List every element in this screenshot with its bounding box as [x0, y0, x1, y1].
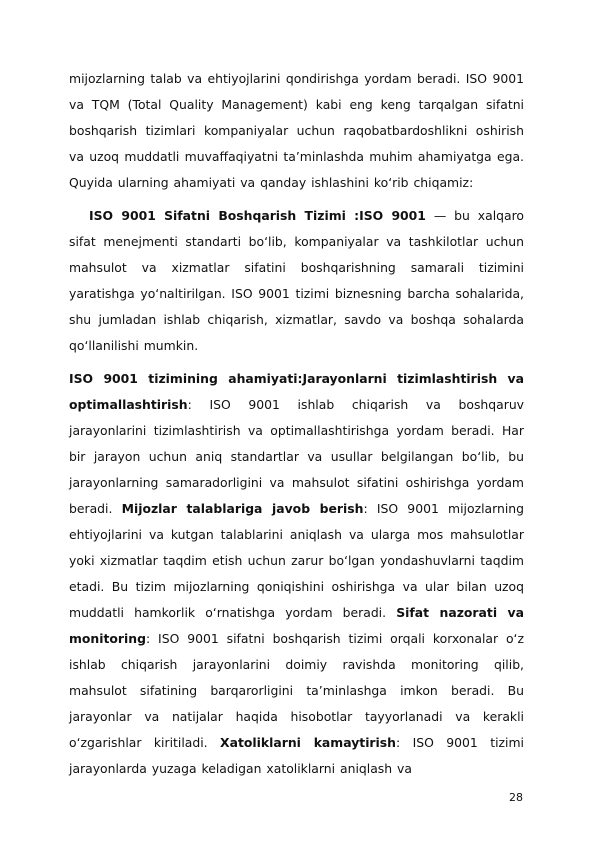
paragraph-intro: [69, 66, 524, 196]
paragraph-text: : ISO 9001 ishlab chiqarish va boshqaruv jarayonlarini tizimlashtirish va optimallashtirishga yordam beradi. Har bir jarayon uchun aniq standartlar va usullar belgilangan bo‘lib, bu jarayonlarning samaradorligini va mahsulot sifatini oshirishga yordam beradi.: [69, 397, 524, 516]
paragraph-iso-definition: [69, 203, 524, 359]
paragraph-text: : ISO 9001 sifatni boshqarish tizimi orqali korxonalar o‘z ishlab chiqarish jarayonlarini doimiy ravishda monitoring qilib, mahsulot sifatining barqarorligini ta’minlashga imkon beradi. Bu jarayonlar va natijalar haqida hisobotlar tayyorlanadi va kerakli o‘zgarishlar kiritiladi.: [69, 631, 524, 750]
paragraph-text: : ISO 9001 tizimi jarayonlarda yuzaga keladigan xatoliklarni aniqlash va: [69, 735, 524, 776]
paragraph-iso-importance: [69, 366, 524, 782]
paragraph-text: mijozlarning talab va ehtiyojlarini qondirishga yordam beradi. ISO 9001 va TQM (Total Quality Management) kabi eng keng tarqalgan sifatni boshqarish tizimlari kompaniyalar uchun raqobatbardoshlikni oshirish va uzoq muddatli muvaffaqiyatni ta’minlashda muhim ahamiyatga ega. Quyida ularning ahamiyati va qanday ishlashini ko‘rib chiqamiz:: [69, 71, 524, 190]
section-heading-quality-control: Sifat nazorati va monitoring: [69, 605, 524, 646]
section-heading-customers: Mijozlar talablariga javob berish: [121, 501, 364, 516]
page-number: 28: [509, 791, 523, 804]
paragraph-heading: ISO 9001 Sifatni Boshqarish Tizimi :ISO 9001: [89, 208, 426, 223]
document-body: [69, 66, 524, 782]
section-heading-errors: Xatoliklarni kamaytirish: [220, 735, 396, 750]
section-heading-processes: ISO 9001 tizimining ahamiyati:Jarayonlarni tizimlashtirish va optimallashtirish: [69, 371, 524, 412]
paragraph-text: : ISO 9001 mijozlarning ehtiyojlarini va kutgan talablarini aniqlash va ularga mos mahsulotlar yoki xizmatlar taqdim etish uchun zarur bo‘lgan yondashuvlarni taqdim etadi. Bu tizim mijozlarning qoniqishini oshirishga va ular bilan uzoq muddatli hamkorlik o‘rnatishga yordam beradi.: [69, 501, 524, 620]
paragraph-text: — bu xalqaro sifat menejmenti standarti bo‘lib, kompaniyalar va tashkilotlar uchun mahsulot va xizmatlar sifatini boshqarishning samarali tizimini yaratishga yo‘naltirilgan. ISO 9001 tizimi biznesning barcha sohalarida, shu jumladan ishlab chiqarish, xizmatlar, savdo va boshqa sohalarda qo‘llanilishi mumkin.: [69, 208, 524, 353]
